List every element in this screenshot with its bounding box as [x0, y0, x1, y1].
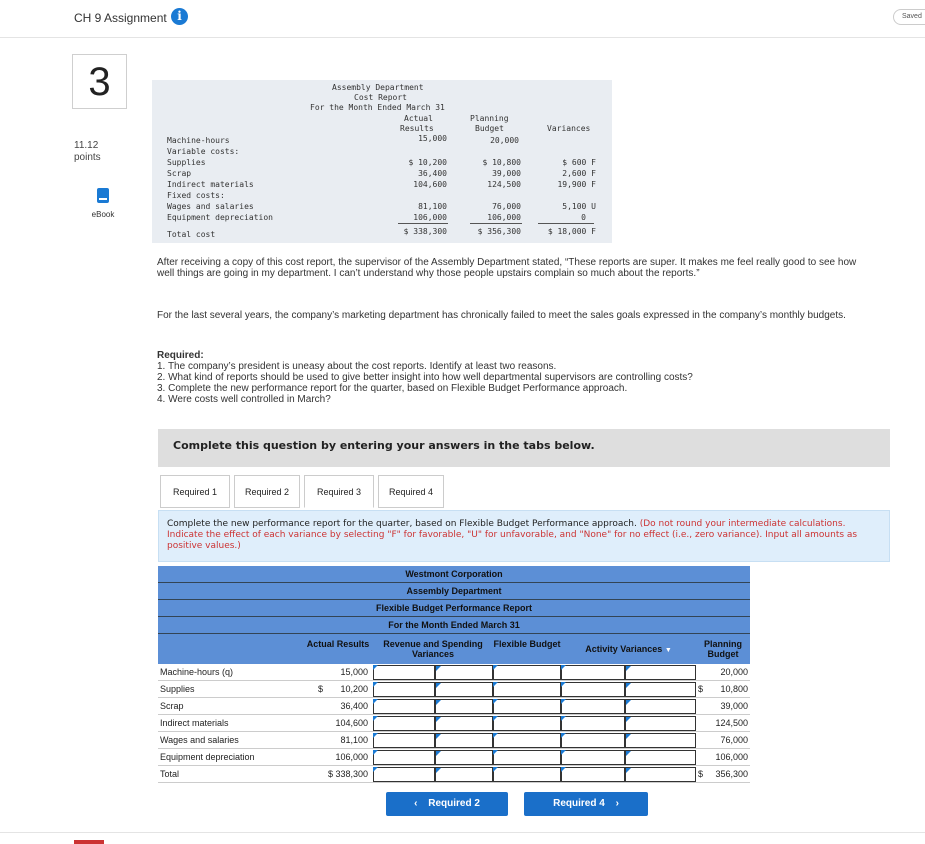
table-row — [158, 681, 750, 698]
revspend-amount-input[interactable] — [373, 682, 435, 697]
row-planning-value: 76,000 — [720, 735, 748, 745]
activity-amount-input[interactable] — [561, 682, 625, 697]
tab-required-2[interactable]: Required 2 — [234, 475, 300, 508]
flexible-budget-input[interactable] — [493, 716, 561, 731]
report-machine-hours-actual: 15,000 — [418, 134, 447, 143]
row-label: Total — [160, 769, 180, 779]
report-underline — [538, 223, 594, 224]
revspend-effect-select[interactable] — [435, 733, 493, 748]
dropdown-arrow-icon: ▼ — [664, 647, 672, 654]
required-label: Required: — [157, 350, 204, 361]
requirement-2: 2. What kind of reports should be used to give better insight into how well departmental supervisors are controlling costs? — [157, 372, 693, 383]
perf-header-flexible: Flexible Budget — [493, 634, 561, 664]
row-actual-value: 10,200 — [340, 684, 368, 694]
report-row-variance: 5,100 U — [562, 202, 596, 211]
report-row-label: Equipment depreciation — [167, 213, 273, 222]
row-actual-value: 104,600 — [335, 718, 368, 728]
report-row-actual: 104,600 — [413, 180, 447, 189]
revspend-effect-select[interactable] — [435, 716, 493, 731]
tab-required-4[interactable]: Required 4 — [378, 475, 444, 508]
activity-amount-input[interactable] — [561, 750, 625, 765]
report-row-planning: $ 10,800 — [482, 158, 521, 167]
row-label: Scrap — [160, 701, 184, 711]
report-col-actual-2: Results — [400, 124, 434, 133]
perf-title-department: Assembly Department — [158, 583, 750, 600]
activity-amount-input[interactable] — [561, 665, 625, 680]
revspend-effect-select[interactable] — [435, 699, 493, 714]
points-label: points — [74, 152, 101, 163]
row-planning-dollar: $ — [698, 684, 704, 694]
revspend-amount-input[interactable] — [373, 716, 435, 731]
revspend-amount-input[interactable] — [373, 750, 435, 765]
table-row — [158, 715, 750, 732]
row-planning-dollar: $ — [698, 769, 704, 779]
paragraph-supervisor: After receiving a copy of this cost report, the supervisor of the Assembly Department stated, “These reports are super. It makes me feel really good to see how well things are going in my department. I can’t understand why those people upstairs complain so much about the reports.” — [157, 257, 857, 279]
row-actual-value: $ 338,300 — [327, 769, 368, 779]
chevron-left-icon: ‹ — [414, 798, 418, 809]
report-title-3: For the Month Ended March 31 — [310, 103, 445, 112]
report-row-actual: 81,100 — [418, 202, 447, 211]
flexible-budget-input[interactable] — [493, 665, 561, 680]
table-row — [158, 698, 750, 715]
requirement-4: 4. Were costs well controlled in March? — [157, 394, 331, 405]
activity-amount-input[interactable] — [561, 699, 625, 714]
revspend-effect-select[interactable] — [435, 682, 493, 697]
report-variable-costs-label: Variable costs: — [167, 147, 240, 156]
saved-badge: Saved — [893, 9, 925, 25]
report-row-variance: 19,900 F — [557, 180, 596, 189]
progress-indicator — [74, 840, 104, 844]
instructions-main: Complete the new performance report for the quarter, based on Flexible Budget Performance approach. — [167, 519, 637, 529]
table-row — [158, 749, 750, 766]
activity-amount-input[interactable] — [561, 767, 625, 782]
activity-effect-select[interactable] — [625, 750, 696, 765]
report-row-variance: 2,600 F — [562, 169, 596, 178]
row-planning-value: 124,500 — [715, 718, 748, 728]
report-total-variance: $ 18,000 F — [547, 227, 596, 236]
report-fixed-costs-label: Fixed costs: — [167, 191, 225, 200]
report-row-planning: 76,000 — [492, 202, 521, 211]
row-actual-value: 81,100 — [340, 735, 368, 745]
activity-effect-select[interactable] — [625, 665, 696, 680]
row-label: Equipment depreciation — [160, 752, 255, 762]
row-label: Wages and salaries — [160, 735, 239, 745]
assignment-title: CH 9 Assignment — [74, 11, 167, 25]
report-row-label: Indirect materials — [167, 180, 254, 189]
revspend-effect-select[interactable] — [435, 665, 493, 680]
book-icon — [97, 188, 109, 203]
chevron-right-icon: › — [615, 798, 619, 809]
report-col-planning-2: Budget — [475, 124, 504, 133]
report-row-planning: 106,000 — [487, 213, 521, 222]
next-button-label: Required 4 — [553, 798, 605, 809]
report-machine-hours-planning: 20,000 — [490, 136, 519, 145]
perf-header-actual: Actual Results — [303, 634, 373, 664]
report-title-1: Assembly Department — [332, 83, 424, 92]
row-actual-value: 15,000 — [340, 667, 368, 677]
flexible-budget-input[interactable] — [493, 750, 561, 765]
report-total-planning: $ 356,300 — [477, 227, 521, 236]
tab-required-1[interactable]: Required 1 — [160, 475, 230, 508]
perf-title-report: Flexible Budget Performance Report — [158, 600, 750, 617]
report-col-variances: Variances — [547, 124, 591, 133]
paragraph-marketing: For the last several years, the company’s marketing department has chronically failed to meet the sales goals expressed in the company’s monthly budgets. — [157, 310, 846, 321]
revspend-amount-input[interactable] — [373, 733, 435, 748]
banner-text: Complete this question by entering your answers in the tabs below. — [173, 439, 595, 452]
table-row-total — [158, 766, 750, 783]
row-planning-value: 356,300 — [715, 769, 748, 779]
table-row — [158, 664, 750, 681]
tab-required-3[interactable]: Required 3 — [304, 475, 374, 508]
row-planning-value: 10,800 — [720, 684, 748, 694]
report-row-planning: 39,000 — [492, 169, 521, 178]
flexible-budget-input[interactable] — [493, 767, 561, 782]
perf-header-activity-label: Activity Variances — [585, 644, 663, 654]
report-col-planning-1: Planning — [470, 114, 509, 123]
report-row-label: Supplies — [167, 158, 206, 167]
revspend-amount-input[interactable] — [373, 699, 435, 714]
perf-title-company: Westmont Corporation — [158, 566, 750, 583]
requirement-1: 1. The company’s president is uneasy about the cost reports. Identify at least two reasons. — [157, 361, 557, 372]
activity-effect-select[interactable] — [625, 733, 696, 748]
activity-effect-select[interactable] — [625, 767, 696, 782]
instructions — [158, 510, 890, 562]
report-row-label: Scrap — [167, 169, 192, 178]
report-machine-hours-label: Machine-hours — [167, 136, 230, 145]
report-row-planning: 124,500 — [487, 180, 521, 189]
report-row-actual: 106,000 — [413, 213, 447, 222]
activity-amount-input[interactable] — [561, 733, 625, 748]
next-required-button[interactable] — [524, 792, 648, 816]
row-actual-dollar: $ — [318, 684, 324, 694]
report-total-label: Total cost — [167, 230, 216, 239]
points-value: 11.12 — [74, 140, 99, 151]
bottom-divider — [0, 832, 925, 833]
report-row-variance: 0 — [581, 213, 586, 222]
revspend-effect-select[interactable] — [435, 750, 493, 765]
report-underline — [470, 223, 522, 224]
flexible-budget-input[interactable] — [493, 699, 561, 714]
info-icon[interactable]: i — [171, 8, 188, 25]
required-section — [157, 350, 857, 405]
top-bar — [0, 0, 925, 38]
activity-amount-input[interactable] — [561, 716, 625, 731]
report-total-actual: $ 338,300 — [403, 227, 447, 236]
activity-effect-select[interactable] — [625, 682, 696, 697]
row-label: Machine-hours (q) — [160, 667, 234, 677]
tabs-banner — [158, 429, 890, 467]
points-info — [74, 140, 101, 164]
prev-button-label: Required 2 — [428, 798, 480, 809]
perf-header-revspend: Revenue and Spending Variances — [373, 634, 493, 664]
report-row-actual: 36,400 — [418, 169, 447, 178]
row-planning-value: 20,000 — [720, 667, 748, 677]
report-title-2: Cost Report — [354, 93, 407, 102]
activity-effect-select[interactable] — [625, 716, 696, 731]
report-row-label: Wages and salaries — [167, 202, 254, 211]
instructions-note: (Do not round your intermediate calculations. Indicate the effect of each variance by selecting "F" for favorable, "U" for unfavorable, and "None" for no effect (i.e., zero variance). Input all amounts as positive values.) — [167, 519, 858, 551]
requirement-3: 3. Complete the new performance report for the quarter, based on Flexible Budget Performance approach. — [157, 383, 628, 394]
ebook-label: eBook — [91, 210, 115, 219]
flexible-budget-input[interactable] — [493, 682, 561, 697]
ebook-button[interactable] — [74, 188, 132, 219]
prev-required-button[interactable] — [386, 792, 508, 816]
report-row-variance: $ 600 F — [562, 158, 596, 167]
row-planning-value: 106,000 — [715, 752, 748, 762]
perf-title-period: For the Month Ended March 31 — [158, 617, 750, 634]
perf-header-activity[interactable] — [561, 634, 696, 664]
revspend-amount-input[interactable] — [373, 767, 435, 782]
cost-report — [152, 80, 612, 243]
question-number: 3 — [72, 54, 127, 109]
report-underline — [398, 223, 448, 224]
activity-effect-select[interactable] — [625, 699, 696, 714]
perf-header-planning: Planning Budget — [696, 634, 750, 664]
table-row — [158, 732, 750, 749]
flexible-budget-input[interactable] — [493, 733, 561, 748]
revspend-effect-select[interactable] — [435, 767, 493, 782]
row-label: Supplies — [160, 684, 195, 694]
report-row-actual: $ 10,200 — [408, 158, 447, 167]
perf-header-blank — [158, 634, 303, 664]
report-col-actual-1: Actual — [404, 114, 433, 123]
row-actual-value: 36,400 — [340, 701, 368, 711]
row-actual-value: 106,000 — [335, 752, 368, 762]
revspend-amount-input[interactable] — [373, 665, 435, 680]
row-label: Indirect materials — [160, 718, 229, 728]
row-planning-value: 39,000 — [720, 701, 748, 711]
